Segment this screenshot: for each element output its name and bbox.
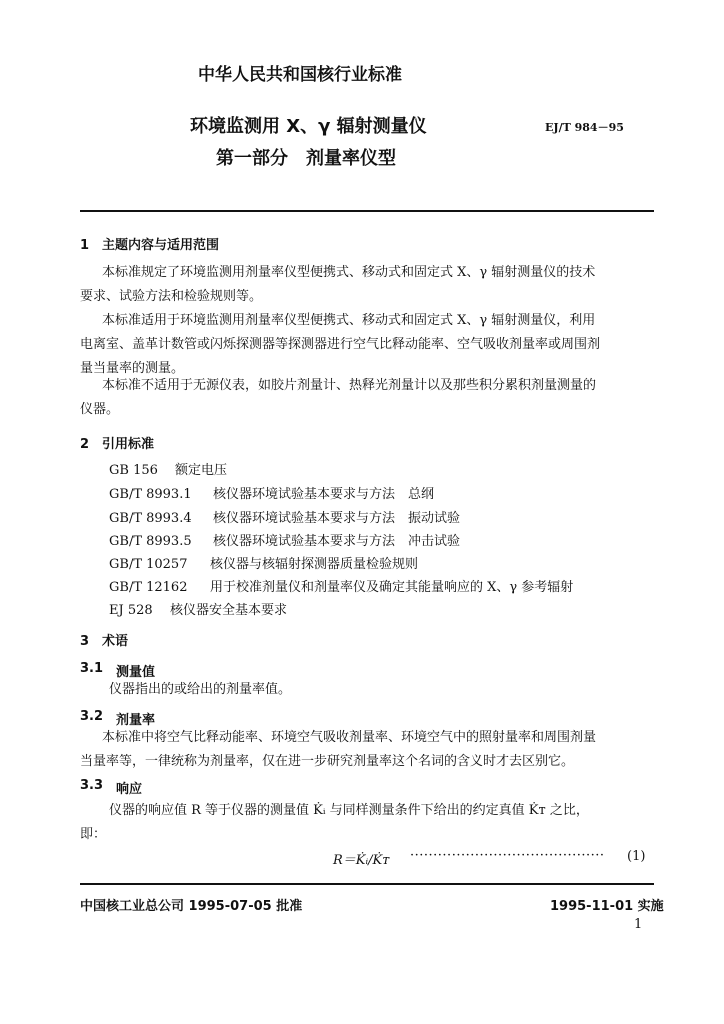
document-title: 环境监测用 X、γ 辐射测量仪 xyxy=(190,116,427,137)
section-3-heading: 3 术语 xyxy=(80,634,129,649)
reference-title: 核仪器环境试验基本要求与方法 振动试验 xyxy=(213,511,461,526)
term-definition: 仪器的响应值 R 等于仪器的测量值 K̇ᵢ 与同样测量条件下给出的约定真值 K̇ᴛ 之比， xyxy=(109,803,589,818)
issuing-authority: 中华人民共和国核行业标准 xyxy=(198,65,402,85)
header-divider xyxy=(80,210,654,212)
section-1-paragraph: 本标准不适用于无源仪表，如胶片剂量计、热释光剂量计以及那些积分累积剂量测量的 xyxy=(102,378,597,393)
section-1-paragraph: 本标准规定了环境监测用剂量率仪型便携式、移动式和固定式 X、γ 辐射测量仪的技术 xyxy=(102,265,596,280)
section-1-paragraph: 量当量率的测量。 xyxy=(80,361,185,376)
reference-code: GB/T 10257 xyxy=(109,557,188,572)
reference-code: GB 156 xyxy=(109,463,158,478)
reference-code: GB/T 12162 xyxy=(109,580,188,595)
approval-note: 中国核工业总公司 1995-07-05 批准 xyxy=(80,899,303,914)
formula-leader-dots: ·········································· xyxy=(410,848,605,863)
reference-code: GB/T 8993.5 xyxy=(109,534,192,549)
reference-title: 核仪器环境试验基本要求与方法 总纲 xyxy=(213,487,435,502)
reference-title: 用于校准剂量仪和剂量率仪及确定其能量响应的 X、γ 参考辐射 xyxy=(210,580,574,595)
term-definition: 即： xyxy=(80,827,107,842)
reference-title: 额定电压 xyxy=(175,463,228,478)
section-2-heading: 2 引用标准 xyxy=(80,437,155,452)
page-number: 1 xyxy=(634,917,643,932)
reference-code: GB/T 8993.4 xyxy=(109,511,192,526)
reference-title: 核仪器与核辐射探测器质量检验规则 xyxy=(210,557,419,572)
section-1-paragraph: 本标准适用于环境监测用剂量率仪型便携式、移动式和固定式 X、γ 辐射测量仪，利用 xyxy=(102,313,596,328)
term-number: 3.3 xyxy=(80,778,104,793)
formula-number: (1) xyxy=(627,849,646,864)
reference-title: 核仪器环境试验基本要求与方法 冲击试验 xyxy=(213,534,461,549)
footer-divider xyxy=(80,883,654,885)
reference-code: GB/T 8993.1 xyxy=(109,487,192,502)
term-number: 3.2 xyxy=(80,709,104,724)
reference-code: EJ 528 xyxy=(109,603,153,618)
section-1-paragraph: 要求、试验方法和检验规则等。 xyxy=(80,289,263,304)
term-name: 测量值 xyxy=(116,665,156,680)
term-definition: 仪器指出的或给出的剂量率值。 xyxy=(109,682,292,697)
section-1-paragraph: 仪器。 xyxy=(80,402,120,417)
formula: R＝K̇ᵢ/K̇ᴛ xyxy=(333,853,390,868)
section-1-heading: 1 主题内容与适用范围 xyxy=(80,238,220,253)
standard-code: EJ/T 984－95 xyxy=(545,121,624,134)
implementation-date: 1995-11-01 实施 xyxy=(550,899,664,914)
term-definition: 当量率等，一律统称为剂量率，仅在进一步研究剂量率这个名词的含义时才去区别它。 xyxy=(80,754,575,769)
term-name: 响应 xyxy=(116,782,143,797)
section-1-paragraph: 电离室、盖革计数管或闪烁探测器等探测器进行空气比释动能率、空气吸收剂量率或周围剂 xyxy=(80,337,601,352)
reference-title: 核仪器安全基本要求 xyxy=(170,603,288,618)
term-definition: 本标准中将空气比释动能率、环境空气吸收剂量率、环境空气中的照射量率和周围剂量 xyxy=(102,730,597,745)
document-subtitle: 第一部分 剂量率仪型 xyxy=(216,148,396,169)
term-name: 剂量率 xyxy=(116,713,156,728)
term-number: 3.1 xyxy=(80,661,104,676)
